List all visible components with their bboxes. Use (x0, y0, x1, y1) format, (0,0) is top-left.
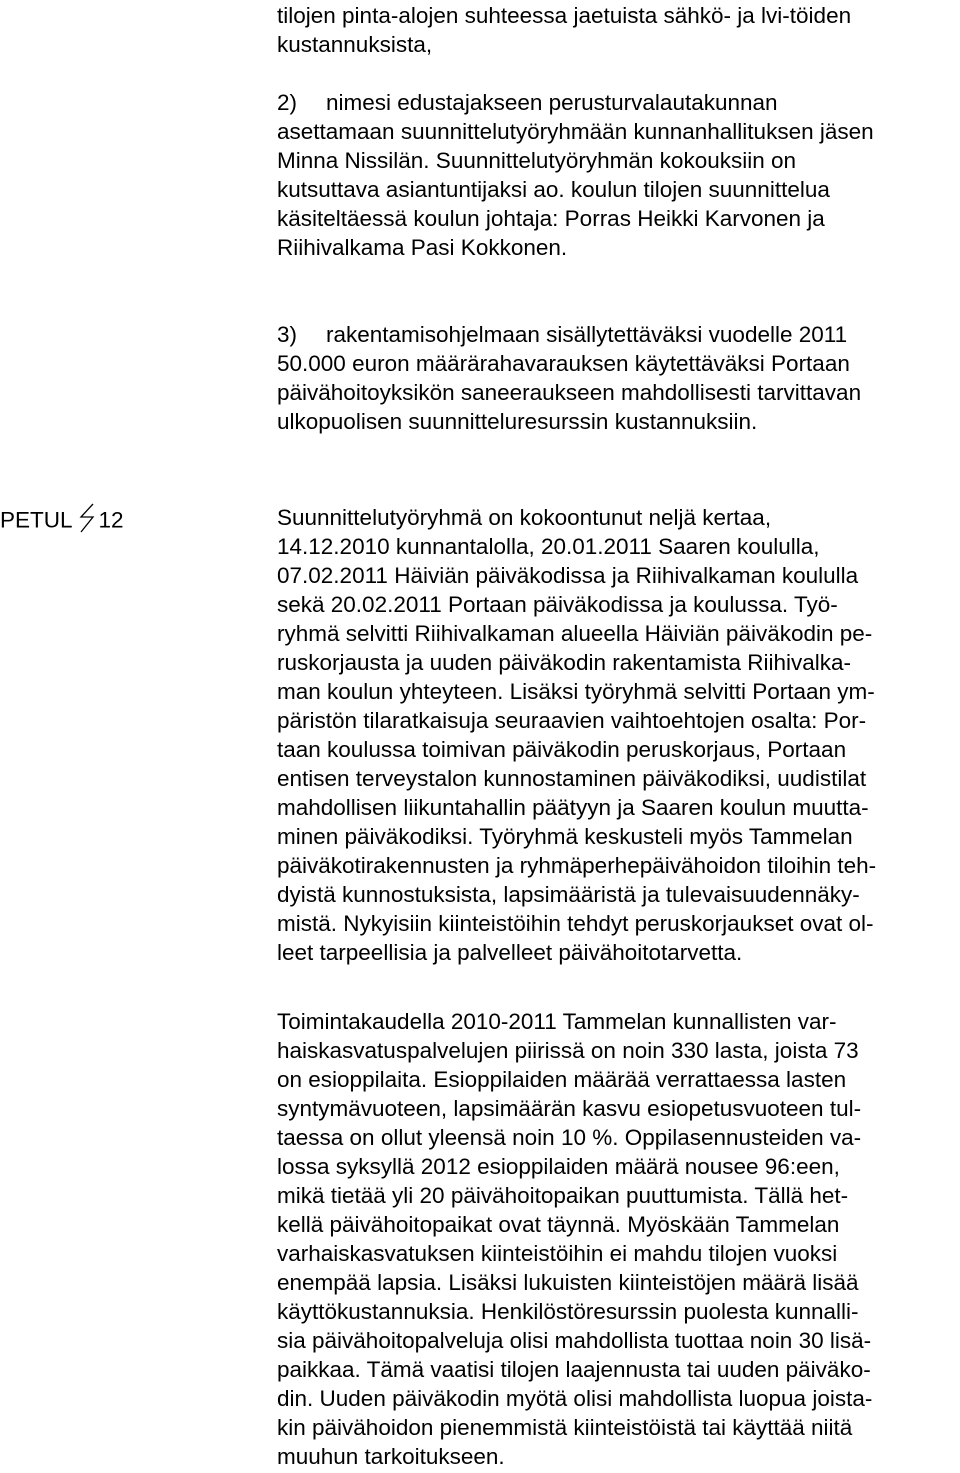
paragraph1-line: dyistä kunnostuksista, lapsimääristä ja tulevaisuudennäky- (277, 882, 860, 907)
paragraph2-line: lossa syksyllä 2012 esioppilaiden määrä nousee 96:een, (277, 1154, 840, 1179)
paragraph2-line: mikä tietää yli 20 päivähoitopaikan puuttumista. Tällä het- (277, 1183, 849, 1208)
item3-first-line (277, 320, 847, 349)
paragraph1-line: entisen terveystalon kunnostaminen päiväkodiksi, uudistilat (277, 766, 867, 791)
paragraph1-line: taan koulussa toimivan päiväkodin peruskorjaus, Portaan (277, 737, 847, 762)
item2-line: kutsuttava asiantuntijaksi ao. koulun tilojen suunnittelua (277, 177, 830, 202)
paragraph2-line: enempää lapsia. Lisäksi lukuisten kiinteistöjen määrä lisää (277, 1270, 859, 1295)
section-number: 12 (98, 507, 124, 533)
paragraph2-line: Toimintakaudella 2010-2011 Tammelan kunnallisten var- (277, 1009, 837, 1034)
paragraph2-line: on esioppilaita. Esioppilaiden määrää verrattaessa lasten (277, 1067, 847, 1092)
intro-line-2: kustannuksista, (277, 32, 433, 57)
paragraph2-line: kellä päivähoitopaikat ovat täynnä. Myöskään Tammelan (277, 1212, 840, 1237)
section-sign-icon (79, 503, 95, 540)
paragraph2-line: kin päivähoidon pienemmistä kiinteistöistä tai käyttää niitä (277, 1415, 853, 1440)
paragraph2-line: sia päivähoitopalveluja olisi mahdollista tuottaa noin 30 lisä- (277, 1328, 872, 1353)
item3-first-text: rakentamisohjelmaan sisällytettäväksi vuodelle 2011 (326, 322, 848, 347)
paragraph1-line: 07.02.2011 Häiviän päiväkodissa ja Riihivalkaman koululla (277, 563, 859, 588)
paragraph2-line: muuhun tarkoitukseen. (277, 1444, 505, 1469)
paragraph1-line: sekä 20.02.2011 Portaan päiväkodissa ja koulussa. Työ- (277, 592, 838, 617)
item3-number: 3) (277, 322, 298, 347)
paragraph2-line: syntymävuoteen, lapsimäärän kasvu esiopetusvuoteen tul- (277, 1096, 862, 1121)
paragraph2-line: käyttökustannuksia. Henkilöstöresurssin puolesta kunnalli- (277, 1299, 859, 1324)
section-reference (0, 503, 124, 540)
paragraph2-line: taessa on ollut yleensä noin 10 %. Oppilasennusteiden va- (277, 1125, 862, 1150)
paragraph1-line: leet tarpeellisia ja palvelleet päivähoitotarvetta. (277, 940, 743, 965)
paragraph1-line: ruskorjausta ja uuden päiväkodin rakentamista Riihivalka- (277, 650, 852, 675)
paragraph1-line: Suunnittelutyöryhmä on kokoontunut neljä kertaa, (277, 505, 772, 530)
item2-line: Riihivalkama Pasi Kokkonen. (277, 235, 568, 260)
item2-first-text: nimesi edustajakseen perusturvalautakunnan (326, 90, 778, 115)
paragraph1-line: päristön tilaratkaisuja seuraavien vaihtoehtojen osalta: Por- (277, 708, 867, 733)
item2-first-line (277, 88, 778, 117)
paragraph1-line: ryhmä selvitti Riihivalkaman alueella Häiviän päiväkodin pe- (277, 621, 873, 646)
intro-line-1: tilojen pinta-alojen suhteessa jaetuista sähkö- ja lvi-töiden (277, 3, 852, 28)
item2-line: Minna Nissilän. Suunnittelutyöryhmän kokouksiin on (277, 148, 797, 173)
paragraph2-line: varhaiskasvatuksen kiinteistöihin ei mahdu tilojen vuoksi (277, 1241, 838, 1266)
paragraph1-line: päiväkotirakennusten ja ryhmäperhepäivähoidon tiloihin teh- (277, 853, 877, 878)
committee-label: PETUL (0, 507, 73, 533)
paragraph2-line: paikkaa. Tämä vaatisi tilojen laajennusta tai uuden päiväko- (277, 1357, 871, 1382)
paragraph2-line: din. Uuden päiväkodin myötä olisi mahdollista luopua joista- (277, 1386, 873, 1411)
item2-number: 2) (277, 90, 298, 115)
item2-line: asettamaan suunnittelutyöryhmään kunnanhallituksen jäsen (277, 119, 874, 144)
paragraph1-line: man koulun yhteyteen. Lisäksi työryhmä selvitti Portaan ym- (277, 679, 875, 704)
paragraph1-line: 14.12.2010 kunnantalolla, 20.01.2011 Saaren koululla, (277, 534, 820, 559)
paragraph1-line: mahdollisen liikuntahallin päätyyn ja Saaren koulun muutta- (277, 795, 869, 820)
item3-line: 50.000 euron määrärahavarauksen käytettäväksi Portaan (277, 351, 850, 376)
paragraph2-line: haiskasvatuspalvelujen piirissä on noin 330 lasta, joista 73 (277, 1038, 859, 1063)
item2-line: käsiteltäessä koulun johtaja: Porras Heikki Karvonen ja (277, 206, 825, 231)
item3-line: ulkopuolisen suunnitteluresurssin kustannuksiin. (277, 409, 758, 434)
item3-line: päivähoitoyksikön saneeraukseen mahdollisesti tarvittavan (277, 380, 862, 405)
paragraph1-line: mistä. Nykyisiin kiinteistöihin tehdyt peruskorjaukset ovat ol- (277, 911, 874, 936)
paragraph1-line: minen päiväkodiksi. Työryhmä keskusteli myös Tammelan (277, 824, 853, 849)
